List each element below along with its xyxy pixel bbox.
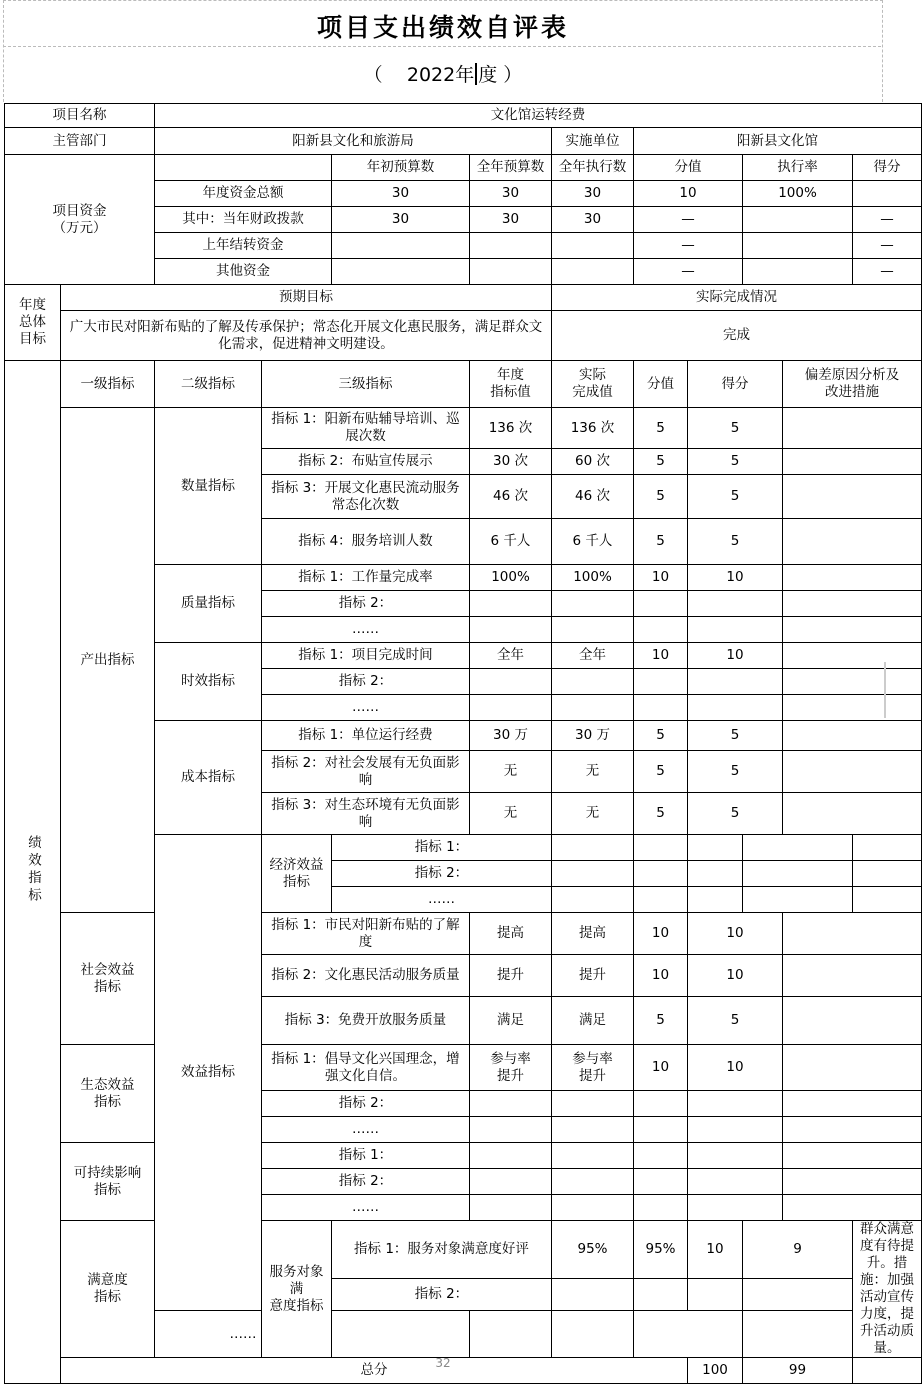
unit: 阳新县文化馆 (634, 128, 922, 155)
indicator-deviation (783, 1169, 922, 1195)
indicator-name: 指标 2：布贴宣传展示 (262, 449, 470, 475)
indicator-score: 5 (688, 475, 783, 519)
indicator-value (552, 1311, 634, 1358)
funds-row-name: 其他资金 (155, 259, 332, 285)
indicator-target: 全年 (470, 643, 552, 669)
indicator-name: 指标 1： (262, 1143, 470, 1169)
quality-label: 质量指标 (155, 565, 262, 643)
indicator-actual: 95% (634, 1221, 688, 1279)
indicator-target (470, 669, 552, 695)
indicator-actual: 提高 (552, 913, 634, 955)
indicator-score: 5 (688, 751, 783, 793)
indicator-score (743, 861, 853, 887)
indicator-name: 指标 1：项目完成时间 (262, 643, 470, 669)
funds-score: — (853, 233, 922, 259)
indicator-name: 指标 1：服务对象满意度好评 (332, 1221, 552, 1279)
year-line (0, 60, 886, 87)
funds-header-score: 得分 (853, 155, 922, 181)
indicator-target: 30 次 (470, 449, 552, 475)
indicator-actual (634, 861, 688, 887)
indicator-score: 5 (688, 408, 783, 449)
indicator-target (470, 1169, 552, 1195)
indicator-deviation (783, 1117, 922, 1143)
funds-initial: 30 (332, 207, 470, 233)
indicator-target (552, 835, 634, 861)
indicator-deviation (783, 475, 922, 519)
year-close: ） (503, 64, 523, 86)
indicator-actual (552, 695, 634, 721)
indicator-score (743, 1278, 853, 1311)
indicator-deviation (783, 408, 922, 449)
indicator-value (634, 1169, 688, 1195)
indicator-target: 提高 (470, 913, 552, 955)
indicator-score (688, 1195, 783, 1221)
indicator-actual (552, 591, 634, 617)
indicator-target (470, 1117, 552, 1143)
header-divider (3, 46, 881, 47)
unit-label: 实施单位 (552, 128, 634, 155)
funds-score: — (853, 259, 922, 285)
indicator-score (688, 591, 783, 617)
indicator-actual (552, 1117, 634, 1143)
indicator-actual: 参与率 提升 (552, 1045, 634, 1091)
project-name-label: 项目名称 (5, 104, 155, 128)
goal-actual-header: 实际完成情况 (552, 285, 922, 311)
indicator-deviation (783, 449, 922, 475)
satisfaction-note: 群众满意度有待提升。措施：加强活动宣传力度，提升活动质量。 (853, 1221, 922, 1358)
indicator-value: 5 (634, 751, 688, 793)
indicator-target (470, 617, 552, 643)
indicator-actual: 6 千人 (552, 519, 634, 565)
indicator-score: 9 (743, 1221, 853, 1279)
indicator-target (470, 591, 552, 617)
indicator-target: 136 次 (470, 408, 552, 449)
indicator-target: 无 (470, 793, 552, 835)
indicator-score (688, 1143, 783, 1169)
funds-header-blank (155, 155, 332, 181)
indicator-score: 5 (688, 449, 783, 475)
indicator-value: 5 (634, 721, 688, 751)
funds-header-executed: 全年执行数 (552, 155, 634, 181)
indicator-name: 指标 2： (332, 861, 552, 887)
indicator-value (688, 1278, 743, 1311)
header-target: 年度 指标值 (470, 361, 552, 408)
indicator-score (688, 1091, 783, 1117)
project-name: 文化馆运转经费 (155, 104, 922, 128)
indicator-value: 5 (634, 997, 688, 1045)
indicator-target (470, 1195, 552, 1221)
indicator-actual: 60 次 (552, 449, 634, 475)
indicator-actual: 无 (552, 751, 634, 793)
funds-initial (332, 233, 470, 259)
indicator-name: 指标 1：市民对阳新布贴的了解度 (262, 913, 470, 955)
indicator-target: 30 万 (470, 721, 552, 751)
funds-executed (552, 259, 634, 285)
indicator-name: 指标 2： (262, 669, 470, 695)
indicator-deviation (783, 1143, 922, 1169)
indicator-target (552, 887, 634, 913)
quantity-label: 数量指标 (155, 408, 262, 565)
indicator-name: 指标 1：工作量完成率 (262, 565, 470, 591)
funds-header-initial: 年初预算数 (332, 155, 470, 181)
dept-label: 主管部门 (5, 128, 155, 155)
indicator-name: 指标 3：免费开放服务质量 (262, 997, 470, 1045)
funds-initial (332, 259, 470, 285)
year-text-a: 年 (455, 64, 475, 86)
funds-annual: 30 (470, 207, 552, 233)
indicator-target (470, 1143, 552, 1169)
indicator-target (552, 1278, 634, 1311)
indicator-deviation (783, 1195, 922, 1221)
indicator-name: 指标 2： (332, 1278, 552, 1311)
funds-row-name: 上年结转资金 (155, 233, 332, 259)
indicator-name: …… (262, 1195, 470, 1221)
indicator-value: 5 (634, 793, 688, 835)
goal-expected-header: 预期目标 (61, 285, 552, 311)
ecological-label: 生态效益 指标 (61, 1045, 155, 1143)
indicator-name: …… (262, 695, 470, 721)
output-label: 产出指标 (61, 408, 155, 913)
page-title: 项目支出绩效自评表 (316, 13, 569, 42)
indicator-value: 10 (634, 565, 688, 591)
indicator-target (332, 1311, 470, 1358)
indicator-name: 指标 2： (262, 1169, 470, 1195)
page-number: 32 (435, 1356, 451, 1370)
indicator-value: 5 (634, 449, 688, 475)
year-text-b: 度 (478, 64, 498, 86)
indicator-score (688, 1117, 783, 1143)
indicator-deviation (853, 861, 922, 887)
funds-annual (470, 259, 552, 285)
indicator-score: 10 (688, 955, 783, 997)
indicator-score (634, 1311, 743, 1358)
indicator-value (634, 591, 688, 617)
indicator-deviation (783, 1091, 922, 1117)
indicator-actual (634, 887, 688, 913)
funds-rate (743, 233, 853, 259)
funds-executed: 30 (552, 181, 634, 207)
indicator-name: 指标 1：倡导文化兴国理念，增强文化自信。 (262, 1045, 470, 1091)
indicator-deviation (783, 695, 922, 721)
indicator-actual: 136 次 (552, 408, 634, 449)
funds-score (853, 181, 922, 207)
indicator-name: …… (155, 1311, 332, 1358)
satisfaction-label: 满意度 指标 (61, 1221, 155, 1358)
funds-score: — (853, 207, 922, 233)
indicator-name: 指标 2： (262, 591, 470, 617)
funds-executed (552, 233, 634, 259)
header-value: 分值 (634, 361, 688, 408)
indicator-name: 指标 2：文化惠民活动服务质量 (262, 955, 470, 997)
indicator-value (634, 1143, 688, 1169)
indicator-name: 指标 3：开展文化惠民流动服务常态化次数 (262, 475, 470, 519)
indicator-actual: 30 万 (552, 721, 634, 751)
funds-score-value: 10 (634, 181, 743, 207)
sustainable-label: 可持续影响 指标 (61, 1143, 155, 1221)
funds-annual: 30 (470, 181, 552, 207)
indicator-value: 10 (634, 955, 688, 997)
indicator-actual (552, 669, 634, 695)
indicator-value (634, 669, 688, 695)
indicator-target: 无 (470, 751, 552, 793)
indicator-actual (634, 1278, 688, 1311)
indicator-name: …… (332, 887, 552, 913)
indicator-name: 指标 2： (262, 1091, 470, 1117)
indicator-target: 6 千人 (470, 519, 552, 565)
indicator-actual (634, 835, 688, 861)
indicator-actual (552, 1143, 634, 1169)
indicator-deviation (783, 519, 922, 565)
indicator-deviation (783, 669, 922, 695)
funds-header-score-value: 分值 (634, 155, 743, 181)
indicator-score (688, 617, 783, 643)
header-level2: 二级指标 (155, 361, 262, 408)
indicator-target (552, 861, 634, 887)
funds-score-value: — (634, 207, 743, 233)
indicator-score (743, 835, 853, 861)
indicator-name: 指标 2：对社会发展有无负面影响 (262, 751, 470, 793)
indicator-value (634, 1195, 688, 1221)
indicator-actual (552, 617, 634, 643)
indicator-value (634, 1091, 688, 1117)
indicator-value: 10 (634, 913, 688, 955)
header-actual: 实际 完成值 (552, 361, 634, 408)
indicator-value: 10 (688, 1221, 743, 1279)
indicator-value (688, 835, 743, 861)
indicator-name: 指标 1：单位运行经费 (262, 721, 470, 751)
indicator-score: 10 (688, 643, 783, 669)
funds-header-rate: 执行率 (743, 155, 853, 181)
indicator-name: …… (262, 1117, 470, 1143)
funds-row-name: 年度资金总额 (155, 181, 332, 207)
indicator-name: 指标 1： (332, 835, 552, 861)
indicator-deviation (783, 793, 922, 835)
funds-executed: 30 (552, 207, 634, 233)
funds-header-annual: 全年预算数 (470, 155, 552, 181)
benefit-label: 效益指标 (155, 835, 262, 1311)
header-level3: 三级指标 (262, 361, 470, 408)
indicator-target: 100% (470, 565, 552, 591)
funds-rate: 100% (743, 181, 853, 207)
indicator-value (688, 887, 743, 913)
indicator-target: 满足 (470, 997, 552, 1045)
indicator-target: 提升 (470, 955, 552, 997)
indicator-actual (552, 1169, 634, 1195)
indicator-value (634, 1117, 688, 1143)
goal-actual: 完成 (552, 311, 922, 361)
header-level1: 一级指标 (61, 361, 155, 408)
indicator-actual: 无 (552, 793, 634, 835)
funds-label: 项目资金 （万元） (5, 155, 155, 285)
social-label: 社会效益 指标 (61, 913, 155, 1045)
goal-label: 年度 总体 目标 (5, 285, 61, 361)
indicator-deviation (783, 617, 922, 643)
indicator-name: 指标 1：阳新布贴辅导培训、巡展次数 (262, 408, 470, 449)
indicator-actual: 全年 (552, 643, 634, 669)
indicator-actual: 满足 (552, 997, 634, 1045)
indicator-score: 5 (688, 997, 783, 1045)
indicator-deviation (783, 565, 922, 591)
scroll-marker (884, 662, 886, 718)
funds-rate (743, 207, 853, 233)
indicator-score: 10 (688, 565, 783, 591)
indicator-value: 5 (634, 519, 688, 565)
text-cursor (475, 63, 477, 85)
economic-label: 经济效益 指标 (262, 835, 332, 913)
indicator-deviation (783, 913, 922, 955)
indicator-deviation (853, 887, 922, 913)
indicator-name: 指标 4：服务培训人数 (262, 519, 470, 565)
indicator-deviation (783, 721, 922, 751)
indicator-deviation (783, 997, 922, 1045)
funds-score-value: — (634, 233, 743, 259)
service-label: 服务对象满 意度指标 (262, 1221, 332, 1358)
indicator-score (743, 887, 853, 913)
indicator-score: 10 (688, 1045, 783, 1091)
indicator-score: 5 (688, 721, 783, 751)
indicator-target: 46 次 (470, 475, 552, 519)
year-value: 2022 (406, 64, 456, 86)
indicator-deviation (783, 643, 922, 669)
indicator-score: 5 (688, 519, 783, 565)
funds-score-value: — (634, 259, 743, 285)
indicator-deviation (783, 751, 922, 793)
timeliness-label: 时效指标 (155, 643, 262, 721)
dept: 阳新县文化和旅游局 (155, 128, 552, 155)
indicator-target (470, 1091, 552, 1117)
indicator-actual (470, 1311, 552, 1358)
indicator-score: 10 (688, 913, 783, 955)
indicator-target: 参与率 提升 (470, 1045, 552, 1091)
header-score: 得分 (688, 361, 783, 408)
indicator-deviation (783, 955, 922, 997)
indicator-value: 5 (634, 408, 688, 449)
indicator-value: 10 (634, 1045, 688, 1091)
indicator-actual (552, 1091, 634, 1117)
indicator-deviation (783, 1045, 922, 1091)
total-score: 99 (743, 1358, 853, 1384)
indicator-actual: 提升 (552, 955, 634, 997)
indicator-score: 5 (688, 793, 783, 835)
funds-initial: 30 (332, 181, 470, 207)
indicator-value (634, 617, 688, 643)
indicators-label: 绩效指标 (5, 361, 61, 1384)
header-deviation: 偏差原因分析及 改进措施 (783, 361, 922, 408)
funds-annual (470, 233, 552, 259)
indicator-actual: 46 次 (552, 475, 634, 519)
total-value: 100 (688, 1358, 743, 1384)
indicator-actual (552, 1195, 634, 1221)
indicator-value: 10 (634, 643, 688, 669)
indicator-value (688, 861, 743, 887)
indicator-target (470, 695, 552, 721)
indicator-name: …… (262, 617, 470, 643)
total-deviation (853, 1358, 922, 1384)
indicator-value (634, 695, 688, 721)
funds-row-name: 其中：当年财政拨款 (155, 207, 332, 233)
indicator-deviation (783, 591, 922, 617)
indicator-target: 95% (552, 1221, 634, 1279)
cost-label: 成本指标 (155, 721, 262, 835)
indicator-actual: 100% (552, 565, 634, 591)
total-label: 总分 (61, 1358, 688, 1384)
goal-expected: 广大市民对阳新布贴的了解及传承保护；常态化开展文化惠民服务，满足群众文化需求，促进精神文明建设。 (61, 311, 552, 361)
indicator-score (688, 1169, 783, 1195)
indicator-value: 5 (634, 475, 688, 519)
evaluation-table (4, 103, 922, 1384)
indicator-score (688, 695, 783, 721)
indicator-deviation (853, 835, 922, 861)
year-open: （ (363, 64, 383, 86)
indicator-score (688, 669, 783, 695)
funds-rate (743, 259, 853, 285)
indicator-name: 指标 3：对生态环境有无负面影响 (262, 793, 470, 835)
